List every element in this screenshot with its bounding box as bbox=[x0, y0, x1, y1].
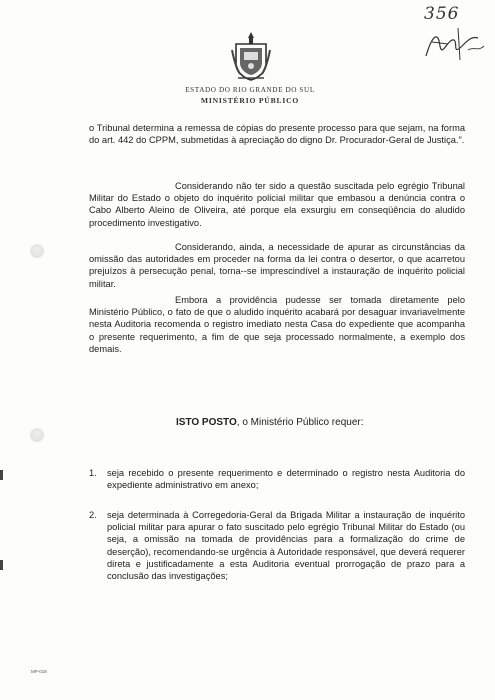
requests-heading bbox=[176, 417, 364, 428]
paragraph-4 bbox=[89, 294, 465, 355]
paragraph-2 bbox=[89, 180, 465, 229]
page-stamp bbox=[418, 4, 488, 56]
form-code: MP-018 bbox=[31, 669, 47, 674]
item-text: seja determinada à Corregedoria-Geral da Brigada Militar a instauração de inquérito policial militar para apurar o fato suscitado pelo egrégio Tribunal Militar do Estado (ou seja, a omissão na tomada de providências para a formalização do crime de deserção), recomendando-se urgência à Autoridade responsável, que deverá requerer direta e justificadamente a esta Auditoria eventual prorrogação de prazo para a conclusão das investigações; bbox=[107, 510, 465, 582]
ministry-name: MINISTÉRIO PÚBLICO bbox=[200, 96, 300, 105]
punch-hole bbox=[30, 244, 44, 258]
edge-mark bbox=[0, 560, 3, 570]
signature-icon bbox=[418, 16, 488, 64]
punch-hole bbox=[30, 428, 44, 442]
item-text: seja recebido o presente requerimento e determinado o registro nesta Auditoria do expediente administrativo em anexo; bbox=[107, 468, 465, 491]
request-item-1 bbox=[89, 467, 465, 491]
paragraph-text: Considerando, ainda, a necessidade de apurar as circunstâncias da omissão das autoridades em proceder na forma da lei contra o desertor, o que acarretou prejuízos à persecução penal, torna--se imprescindível a instauração de inquérito policial militar. bbox=[89, 242, 465, 289]
heading-bold: ISTO POSTO bbox=[176, 417, 237, 428]
paragraph-text: Considerando não ter sido a questão suscitada pelo egrégio Tribunal Militar do Estado o objeto do inquérito policial militar que embasou a denúncia contra o Cabo Alberto Aleino de Oliveira, até porque ela exsurgiu em conseqüência do aludido procedimento investigativo. bbox=[89, 181, 465, 228]
state-name: ESTADO DO RIO GRANDE DO SUL bbox=[185, 86, 315, 94]
page-number: 356 bbox=[424, 4, 460, 24]
paragraph-text: Embora a providência pudesse ser tomada diretamente pelo Ministério Público, o fato de que o aludido inquérito acabará por desaguar invariavelmente nesta Auditoria recomenda o registro imediato nesta Casa do expediente que acompanha o presente requerimento, a fim de que seja processado normalmente, a exemplo dos demais. bbox=[89, 295, 465, 354]
letterhead bbox=[150, 86, 350, 105]
paragraph-text: o Tribunal determina a remessa de cópias do presente processo para que sejam, na forma do art. 442 do CPPM, submetidas à apreciação do digno Dr. Procurador-Geral de Justiça.". bbox=[89, 123, 465, 146]
item-number: 2. bbox=[89, 510, 97, 520]
paragraph-1 bbox=[89, 122, 465, 146]
paragraph-3 bbox=[89, 241, 465, 290]
request-item-2 bbox=[89, 509, 465, 582]
heading-rest: , o Ministério Público requer: bbox=[236, 417, 364, 428]
item-number: 1. bbox=[89, 468, 97, 478]
coat-of-arms-icon bbox=[230, 30, 272, 82]
edge-mark bbox=[0, 470, 3, 480]
